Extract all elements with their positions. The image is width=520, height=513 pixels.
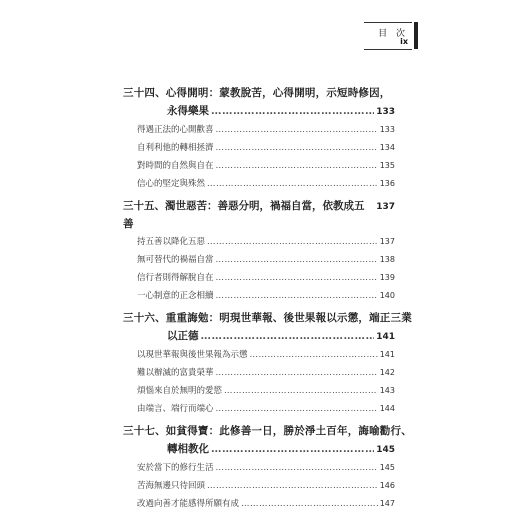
toc-chapter xyxy=(123,422,412,513)
entry-title: 煩惱來自於無明的愛慾 xyxy=(137,386,223,396)
toc-entry[interactable] xyxy=(123,382,395,400)
leader-dots xyxy=(216,287,378,305)
chapter-heading: 三十四、心得開明：蒙教脫苦，心得開明，示短時修因， xyxy=(123,87,391,99)
entry-page-number: 144 xyxy=(379,404,395,413)
running-header xyxy=(364,22,412,50)
toc-entry[interactable] xyxy=(123,459,395,477)
table-of-contents xyxy=(123,80,412,513)
entry-page-number: 146 xyxy=(379,481,395,490)
entry-title: 難以辦滅的富貴榮華 xyxy=(137,368,214,378)
toc-entry[interactable] xyxy=(123,175,395,193)
chapter-page-number: 133 xyxy=(376,107,395,117)
entry-title: 信行者則得解脫自在 xyxy=(137,273,214,283)
entry-page-number: 138 xyxy=(379,255,395,264)
chapter-heading-line[interactable] xyxy=(123,197,395,233)
leader-dots xyxy=(250,346,378,364)
leader-dots xyxy=(216,400,378,418)
toc-entry[interactable] xyxy=(123,157,395,175)
toc-entry[interactable] xyxy=(123,139,395,157)
leader-dots xyxy=(207,233,378,251)
toc-entry[interactable] xyxy=(123,477,395,495)
chapter-page-number: 145 xyxy=(376,445,395,455)
chapter-heading: 三十五、濁世惡苦：善惡分明，禍福自當，依教成五善 xyxy=(123,200,365,230)
header-bar-decoration xyxy=(414,22,418,49)
header-page-number: ix xyxy=(400,37,408,46)
chapter-heading-tail: 永得樂果 xyxy=(167,105,209,117)
entry-title: 自利利他的轉相拯濟 xyxy=(137,143,214,153)
entry-page-number: 136 xyxy=(379,179,395,188)
entry-page-number: 147 xyxy=(379,499,395,508)
leader-dots xyxy=(224,382,378,400)
entry-page-number: 133 xyxy=(379,125,395,134)
toc-entry[interactable] xyxy=(123,287,395,305)
entry-title: 以現世華報與後世果報為示懲 xyxy=(137,350,248,360)
leader-dots xyxy=(207,477,378,495)
entry-title: 安於當下的修行生活 xyxy=(137,463,214,473)
entry-page-number: 143 xyxy=(379,386,395,395)
entry-page-number: 139 xyxy=(379,273,395,282)
entry-title: 信心的堅定與殊然 xyxy=(137,179,206,189)
chapter-heading-tail: 轉相教化 xyxy=(167,443,209,455)
toc-entry[interactable] xyxy=(123,121,395,139)
chapter-heading: 三十七、如貧得寶：此修善一日，勝於淨土百年，誨喻勸行、 xyxy=(123,425,412,437)
leader-dots xyxy=(216,364,378,382)
leader-dots xyxy=(207,175,378,193)
toc-entry[interactable] xyxy=(123,269,395,287)
chapter-heading-tail: 以正德 xyxy=(167,330,199,342)
entry-page-number: 140 xyxy=(379,291,395,300)
entry-title: 持五善以降化五惡 xyxy=(137,237,206,247)
leader-dots xyxy=(241,495,378,513)
toc-entry[interactable] xyxy=(123,251,395,269)
chapter-heading-continuation[interactable] xyxy=(123,440,395,459)
entry-page-number: 145 xyxy=(379,463,395,472)
leader-dots xyxy=(216,157,378,175)
entry-title: 由端言、端行而端心 xyxy=(137,404,214,414)
entry-title: 苦海無邊只待回頭 xyxy=(137,481,206,491)
entry-title: 對時間的自然與自在 xyxy=(137,161,214,171)
chapter-page-number: 137 xyxy=(376,202,395,212)
entry-page-number: 141 xyxy=(379,350,395,359)
entry-page-number: 134 xyxy=(379,143,395,152)
header-title: 目 次 xyxy=(378,29,408,39)
entry-page-number: 135 xyxy=(379,161,395,170)
entry-title: 改過向善才能感得所願有成 xyxy=(137,499,240,509)
chapter-heading-continuation[interactable] xyxy=(123,102,395,121)
entry-page-number: 142 xyxy=(379,368,395,377)
leader-dots xyxy=(211,102,374,120)
leader-dots xyxy=(211,440,374,458)
chapter-heading-continuation[interactable] xyxy=(123,327,395,346)
chapter-heading: 三十六、重重誨勉：明現世華報、後世果報以示懲，端正三業 xyxy=(123,312,412,324)
toc-chapter xyxy=(123,84,395,193)
leader-dots xyxy=(216,251,378,269)
toc-entry[interactable] xyxy=(123,346,395,364)
toc-entry[interactable] xyxy=(123,495,395,513)
toc-entry[interactable] xyxy=(123,364,395,382)
leader-dots xyxy=(201,327,375,345)
leader-dots xyxy=(216,121,378,139)
toc-entry[interactable] xyxy=(123,233,395,251)
toc-entry[interactable] xyxy=(123,400,395,418)
leader-dots xyxy=(216,139,378,157)
toc-chapter xyxy=(123,197,395,305)
entry-page-number: 137 xyxy=(379,237,395,246)
leader-dots xyxy=(216,459,378,477)
chapter-page-number: 141 xyxy=(376,332,395,342)
entry-title: 得遇正法的心開歡喜 xyxy=(137,125,214,135)
leader-dots xyxy=(216,269,378,287)
entry-title: 無可替代的禍福自當 xyxy=(137,255,214,265)
toc-chapter xyxy=(123,309,412,418)
entry-title: 一心制意的正念相續 xyxy=(137,291,214,301)
